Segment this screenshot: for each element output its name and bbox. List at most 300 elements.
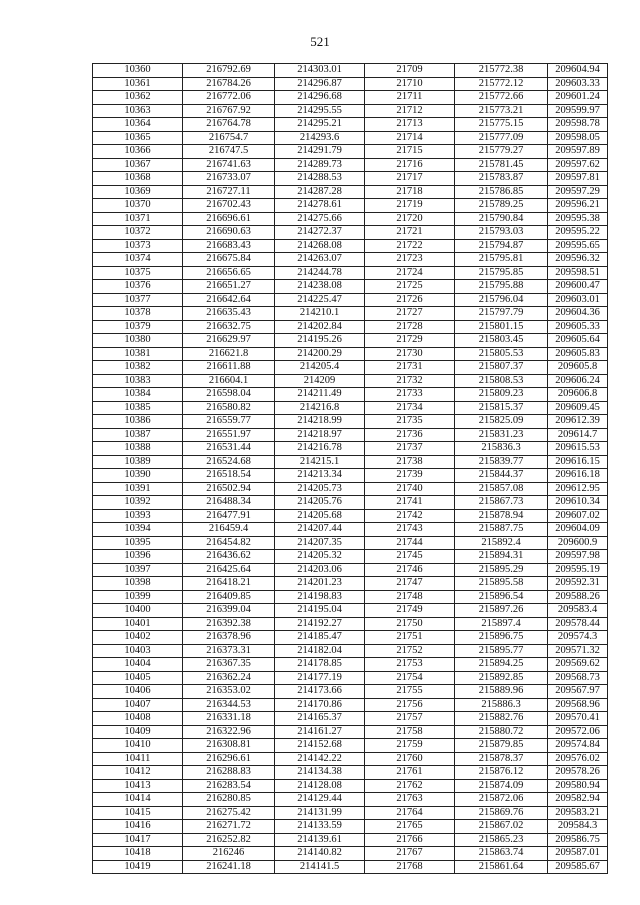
table-cell: 10368 [93, 172, 183, 186]
table-cell: 214203.06 [275, 563, 365, 577]
table-cell: 209578.44 [548, 617, 608, 631]
table-cell: 10386 [93, 415, 183, 429]
table-cell: 216344.53 [183, 698, 275, 712]
table-cell: 21759 [365, 739, 455, 753]
table-cell: 21752 [365, 644, 455, 658]
table-cell: 209598.05 [548, 131, 608, 145]
table-cell: 214139.61 [275, 833, 365, 847]
table-cell: 10410 [93, 739, 183, 753]
table-cell: 21717 [365, 172, 455, 186]
table-row [93, 860, 608, 874]
table-cell: 209586.75 [548, 833, 608, 847]
table-cell: 216454.82 [183, 536, 275, 550]
table-cell: 215809.23 [455, 388, 548, 402]
table-cell: 21740 [365, 482, 455, 496]
table-cell: 10396 [93, 550, 183, 564]
table-cell: 10399 [93, 590, 183, 604]
table-cell: 10392 [93, 496, 183, 510]
table-cell: 215795.88 [455, 280, 548, 294]
table-cell: 21733 [365, 388, 455, 402]
table-row [93, 752, 608, 766]
table-cell: 10374 [93, 253, 183, 267]
table-row [93, 779, 608, 793]
table-cell: 215796.04 [455, 293, 548, 307]
table-cell: 21754 [365, 671, 455, 685]
table-cell: 10406 [93, 685, 183, 699]
table-cell: 209585.67 [548, 860, 608, 874]
coordinates-table-body [93, 64, 608, 874]
table-cell: 10401 [93, 617, 183, 631]
table-cell: 209580.94 [548, 779, 608, 793]
table-cell: 216488.34 [183, 496, 275, 510]
table-cell: 214133.59 [275, 820, 365, 834]
table-cell: 215861.64 [455, 860, 548, 874]
table-cell: 21755 [365, 685, 455, 699]
table-cell: 21711 [365, 91, 455, 105]
table-cell: 215897.26 [455, 604, 548, 618]
table-cell: 209597.29 [548, 185, 608, 199]
table-row [93, 280, 608, 294]
table-cell: 10409 [93, 725, 183, 739]
table-cell: 216418.21 [183, 577, 275, 591]
table-cell: 209612.39 [548, 415, 608, 429]
table-cell: 209587.01 [548, 847, 608, 861]
table-cell: 21751 [365, 631, 455, 645]
table-cell: 216399.04 [183, 604, 275, 618]
page-number: 521 [310, 34, 330, 49]
table-cell: 209600.9 [548, 536, 608, 550]
table-cell: 216373.31 [183, 644, 275, 658]
table-cell: 209605.64 [548, 334, 608, 348]
table-cell: 214207.35 [275, 536, 365, 550]
table-cell: 10384 [93, 388, 183, 402]
table-row [93, 64, 608, 78]
table-row [93, 118, 608, 132]
table-row [93, 523, 608, 537]
table-cell: 214289.73 [275, 158, 365, 172]
table-cell: 209612.95 [548, 482, 608, 496]
table-cell: 209568.96 [548, 698, 608, 712]
table-cell: 209604.09 [548, 523, 608, 537]
table-cell: 21750 [365, 617, 455, 631]
table-cell: 214218.97 [275, 428, 365, 442]
table-cell: 216764.78 [183, 118, 275, 132]
table-cell: 214185.47 [275, 631, 365, 645]
table-cell: 10407 [93, 698, 183, 712]
table-cell: 21709 [365, 64, 455, 78]
table-cell: 10388 [93, 442, 183, 456]
table-cell: 10373 [93, 239, 183, 253]
table-cell: 209574.3 [548, 631, 608, 645]
table-cell: 214142.22 [275, 752, 365, 766]
table-cell: 215886.3 [455, 698, 548, 712]
table-cell: 10408 [93, 712, 183, 726]
table-cell: 21744 [365, 536, 455, 550]
table-cell: 209604.94 [548, 64, 608, 78]
table-cell: 216741.63 [183, 158, 275, 172]
table-cell: 216551.97 [183, 428, 275, 442]
table-cell: 216621.8 [183, 347, 275, 361]
table-cell: 215805.53 [455, 347, 548, 361]
table-cell: 215869.76 [455, 806, 548, 820]
table-row [93, 685, 608, 699]
table-cell: 214263.07 [275, 253, 365, 267]
table-cell: 10383 [93, 374, 183, 388]
table-cell: 21721 [365, 226, 455, 240]
table-cell: 214244.78 [275, 266, 365, 280]
table-row [93, 509, 608, 523]
table-cell: 21749 [365, 604, 455, 618]
table-row [93, 212, 608, 226]
table-row [93, 469, 608, 483]
table-cell: 215872.06 [455, 793, 548, 807]
table-cell: 10371 [93, 212, 183, 226]
table-cell: 10405 [93, 671, 183, 685]
table-cell: 216559.77 [183, 415, 275, 429]
table-cell: 10380 [93, 334, 183, 348]
table-cell: 214211.49 [275, 388, 365, 402]
table-cell: 10394 [93, 523, 183, 537]
table-cell: 214291.79 [275, 145, 365, 159]
table-cell: 216331.18 [183, 712, 275, 726]
table-cell: 209616.15 [548, 455, 608, 469]
table-cell: 21739 [365, 469, 455, 483]
table-cell: 21727 [365, 307, 455, 321]
table-row [93, 617, 608, 631]
table-cell: 214207.44 [275, 523, 365, 537]
table-cell: 214177.19 [275, 671, 365, 685]
table-cell: 10403 [93, 644, 183, 658]
table-cell: 10370 [93, 199, 183, 213]
table-cell: 214202.84 [275, 320, 365, 334]
table-cell: 216580.82 [183, 401, 275, 415]
table-row [93, 455, 608, 469]
table-cell: 214170.86 [275, 698, 365, 712]
table-row [93, 698, 608, 712]
table-cell: 214218.99 [275, 415, 365, 429]
table-cell: 215844.37 [455, 469, 548, 483]
table-cell: 209583.4 [548, 604, 608, 618]
table-cell: 214287.28 [275, 185, 365, 199]
table-cell: 214275.66 [275, 212, 365, 226]
table-cell: 21726 [365, 293, 455, 307]
table-cell: 209597.81 [548, 172, 608, 186]
table-cell: 216378.96 [183, 631, 275, 645]
table-row [93, 158, 608, 172]
table-cell: 214209 [275, 374, 365, 388]
table-cell: 10375 [93, 266, 183, 280]
table-cell: 21715 [365, 145, 455, 159]
table-row [93, 833, 608, 847]
table-cell: 10413 [93, 779, 183, 793]
table-row [93, 671, 608, 685]
table-cell: 216642.64 [183, 293, 275, 307]
table-cell: 216792.69 [183, 64, 275, 78]
table-cell: 214295.55 [275, 104, 365, 118]
table-cell: 10412 [93, 766, 183, 780]
table-cell: 215795.81 [455, 253, 548, 267]
table-cell: 216651.27 [183, 280, 275, 294]
table-cell: 21738 [365, 455, 455, 469]
table-cell: 10418 [93, 847, 183, 861]
table-cell: 215772.66 [455, 91, 548, 105]
table-cell: 216696.61 [183, 212, 275, 226]
table-cell: 216409.85 [183, 590, 275, 604]
table-cell: 214128.08 [275, 779, 365, 793]
table-cell: 10389 [93, 455, 183, 469]
table-cell: 10381 [93, 347, 183, 361]
table-cell: 215894.31 [455, 550, 548, 564]
table-cell: 214213.34 [275, 469, 365, 483]
table-row [93, 725, 608, 739]
table-cell: 214295.21 [275, 118, 365, 132]
table-cell: 216632.75 [183, 320, 275, 334]
table-cell: 209614.7 [548, 428, 608, 442]
table-cell: 216308.81 [183, 739, 275, 753]
table-cell: 216767.92 [183, 104, 275, 118]
table-cell: 209610.34 [548, 496, 608, 510]
table-cell: 214200.29 [275, 347, 365, 361]
table-cell: 214205.76 [275, 496, 365, 510]
table-cell: 209597.62 [548, 158, 608, 172]
table-cell: 10411 [93, 752, 183, 766]
table-row [93, 347, 608, 361]
table-cell: 215807.37 [455, 361, 548, 375]
table-cell: 21735 [365, 415, 455, 429]
table-cell: 216683.43 [183, 239, 275, 253]
table-cell: 209582.94 [548, 793, 608, 807]
table-cell: 214216.8 [275, 401, 365, 415]
table-cell: 216629.97 [183, 334, 275, 348]
table-cell: 10379 [93, 320, 183, 334]
table-cell: 214210.1 [275, 307, 365, 321]
table-row [93, 577, 608, 591]
table-cell: 209601.24 [548, 91, 608, 105]
table-cell: 216702.43 [183, 199, 275, 213]
table-cell: 215831.23 [455, 428, 548, 442]
table-cell: 214192.27 [275, 617, 365, 631]
table-cell: 216518.54 [183, 469, 275, 483]
table-cell: 215896.54 [455, 590, 548, 604]
table-cell: 215786.85 [455, 185, 548, 199]
table-cell: 214268.08 [275, 239, 365, 253]
table-cell: 21730 [365, 347, 455, 361]
table-cell: 21724 [365, 266, 455, 280]
table-cell: 209584.3 [548, 820, 608, 834]
table-cell: 216436.62 [183, 550, 275, 564]
table-cell: 10415 [93, 806, 183, 820]
table-cell: 216598.04 [183, 388, 275, 402]
table-cell: 215897.4 [455, 617, 548, 631]
table-cell: 21723 [365, 253, 455, 267]
table-cell: 215801.15 [455, 320, 548, 334]
table-cell: 216727.11 [183, 185, 275, 199]
table-cell: 209596.32 [548, 253, 608, 267]
table-cell: 10367 [93, 158, 183, 172]
table-cell: 10378 [93, 307, 183, 321]
table-row [93, 793, 608, 807]
table-cell: 209599.97 [548, 104, 608, 118]
table-row [93, 658, 608, 672]
table-cell: 215889.96 [455, 685, 548, 699]
table-cell: 10400 [93, 604, 183, 618]
table-cell: 215825.09 [455, 415, 548, 429]
table-row [93, 766, 608, 780]
table-cell: 10360 [93, 64, 183, 78]
table-row [93, 401, 608, 415]
table-cell: 10397 [93, 563, 183, 577]
table-cell: 214303.01 [275, 64, 365, 78]
table-cell: 209598.78 [548, 118, 608, 132]
table-cell: 209606.8 [548, 388, 608, 402]
table-cell: 21765 [365, 820, 455, 834]
table-cell: 209568.73 [548, 671, 608, 685]
table-cell: 214216.78 [275, 442, 365, 456]
table-cell: 216656.65 [183, 266, 275, 280]
table-cell: 214272.37 [275, 226, 365, 240]
table-cell: 216531.44 [183, 442, 275, 456]
table-cell: 21767 [365, 847, 455, 861]
table-cell: 21764 [365, 806, 455, 820]
table-cell: 21734 [365, 401, 455, 415]
table-cell: 214152.68 [275, 739, 365, 753]
table-cell: 215795.85 [455, 266, 548, 280]
table-cell: 215783.87 [455, 172, 548, 186]
table-cell: 209596.21 [548, 199, 608, 213]
table-cell: 10369 [93, 185, 183, 199]
table-row [93, 320, 608, 334]
table-cell: 216754.7 [183, 131, 275, 145]
table-cell: 209572.06 [548, 725, 608, 739]
table-cell: 216784.26 [183, 77, 275, 91]
table-cell: 215793.03 [455, 226, 548, 240]
table-row [93, 172, 608, 186]
table-cell: 216392.38 [183, 617, 275, 631]
table-cell: 216353.02 [183, 685, 275, 699]
table-row [93, 563, 608, 577]
table-cell: 21725 [365, 280, 455, 294]
table-cell: 215839.77 [455, 455, 548, 469]
table-cell: 21760 [365, 752, 455, 766]
table-row [93, 739, 608, 753]
table-cell: 21731 [365, 361, 455, 375]
table-cell: 21757 [365, 712, 455, 726]
table-row [93, 631, 608, 645]
table-cell: 21728 [365, 320, 455, 334]
table-cell: 209583.21 [548, 806, 608, 820]
table-cell: 21712 [365, 104, 455, 118]
table-cell: 216604.1 [183, 374, 275, 388]
table-cell: 214205.4 [275, 361, 365, 375]
table-cell: 215815.37 [455, 401, 548, 415]
table-cell: 214161.27 [275, 725, 365, 739]
table-row [93, 145, 608, 159]
table-cell: 214296.87 [275, 77, 365, 91]
table-cell: 215797.79 [455, 307, 548, 321]
table-cell: 21716 [365, 158, 455, 172]
table-cell: 10391 [93, 482, 183, 496]
table-cell: 216280.85 [183, 793, 275, 807]
table-row [93, 604, 608, 618]
table-cell: 21732 [365, 374, 455, 388]
table-row [93, 806, 608, 820]
table-cell: 216733.07 [183, 172, 275, 186]
table-cell: 214131.99 [275, 806, 365, 820]
table-cell: 216524.68 [183, 455, 275, 469]
table-cell: 214134.38 [275, 766, 365, 780]
table-cell: 209603.01 [548, 293, 608, 307]
table-cell: 215894.25 [455, 658, 548, 672]
table-cell: 214288.53 [275, 172, 365, 186]
table-cell: 214182.04 [275, 644, 365, 658]
table-cell: 209567.97 [548, 685, 608, 699]
table-cell: 209607.02 [548, 509, 608, 523]
table-row [93, 131, 608, 145]
table-cell: 215878.94 [455, 509, 548, 523]
table-cell: 10419 [93, 860, 183, 874]
table-cell: 215895.58 [455, 577, 548, 591]
table-cell: 215772.38 [455, 64, 548, 78]
table-cell: 215895.29 [455, 563, 548, 577]
table-row [93, 185, 608, 199]
table-row [93, 104, 608, 118]
table-cell: 10376 [93, 280, 183, 294]
table-cell: 21743 [365, 523, 455, 537]
table-cell: 216246 [183, 847, 275, 861]
table-cell: 216322.96 [183, 725, 275, 739]
table-cell: 215781.45 [455, 158, 548, 172]
table-cell: 216362.24 [183, 671, 275, 685]
table-cell: 209605.83 [548, 347, 608, 361]
table-cell: 215857.08 [455, 482, 548, 496]
table-cell: 216275.42 [183, 806, 275, 820]
table-cell: 21713 [365, 118, 455, 132]
table-cell: 21737 [365, 442, 455, 456]
table-cell: 215896.75 [455, 631, 548, 645]
table-cell: 209605.33 [548, 320, 608, 334]
table-cell: 215867.02 [455, 820, 548, 834]
table-cell: 21763 [365, 793, 455, 807]
table-cell: 209605.8 [548, 361, 608, 375]
table-cell: 21714 [365, 131, 455, 145]
table-cell: 214178.85 [275, 658, 365, 672]
table-cell: 215863.74 [455, 847, 548, 861]
table-cell: 10390 [93, 469, 183, 483]
table-cell: 215777.09 [455, 131, 548, 145]
table-cell: 214205.73 [275, 482, 365, 496]
table-cell: 216459.4 [183, 523, 275, 537]
table-row [93, 536, 608, 550]
table-cell: 215803.45 [455, 334, 548, 348]
table-cell: 21720 [365, 212, 455, 226]
table-cell: 215794.87 [455, 239, 548, 253]
table-cell: 209606.24 [548, 374, 608, 388]
table-cell: 214195.04 [275, 604, 365, 618]
table-cell: 215779.27 [455, 145, 548, 159]
table-cell: 21722 [365, 239, 455, 253]
table-cell: 10364 [93, 118, 183, 132]
table-cell: 216747.5 [183, 145, 275, 159]
table-cell: 215895.77 [455, 644, 548, 658]
table-cell: 209600.47 [548, 280, 608, 294]
table-row [93, 644, 608, 658]
table-cell: 216288.83 [183, 766, 275, 780]
table-cell: 209604.36 [548, 307, 608, 321]
table-cell: 215775.15 [455, 118, 548, 132]
table-row [93, 374, 608, 388]
table-cell: 10362 [93, 91, 183, 105]
table-cell: 21768 [365, 860, 455, 874]
